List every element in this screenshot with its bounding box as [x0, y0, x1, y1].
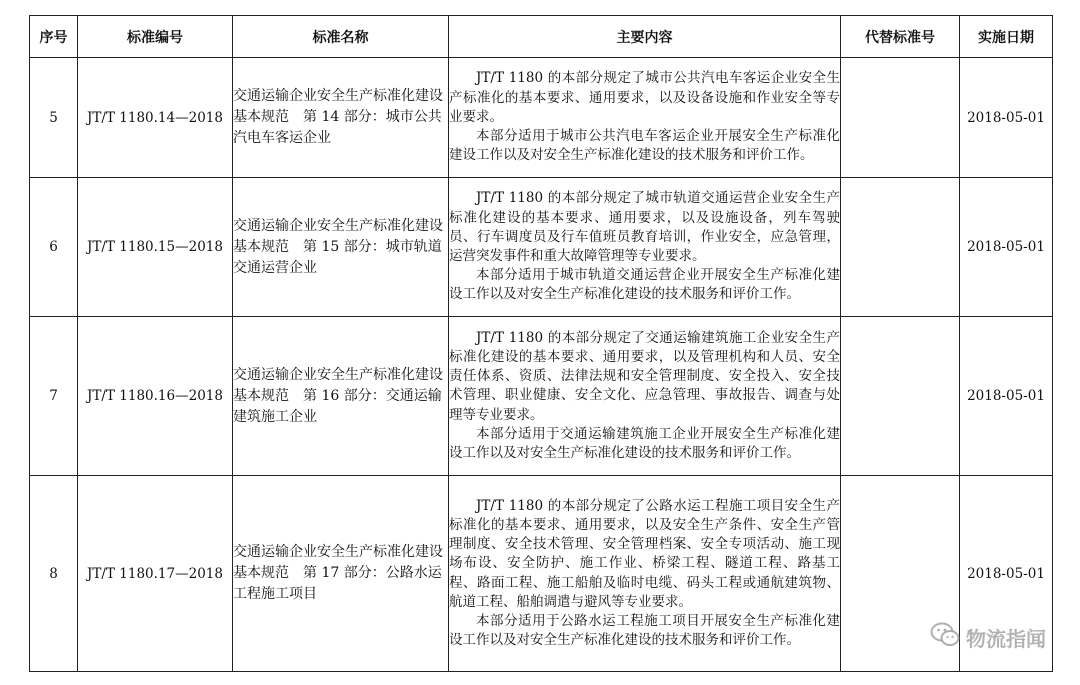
- table-row: [30, 178, 1053, 317]
- header-replaced: 代替标准号: [841, 16, 960, 58]
- row-content: [449, 317, 841, 476]
- row-replaced: [841, 317, 960, 476]
- header-index: 序号: [30, 16, 78, 58]
- row-name: 交通运输企业安全生产标准化建设基本规范 第 17 部分：公路水运工程施工项目: [233, 476, 449, 672]
- standards-table: [29, 15, 1053, 672]
- content-applicability: 本部分适用于公路水运工程施工项目开展安全生产标准化建设工作以及对安全生产标准化建设的技术服务和评价工作。: [449, 612, 840, 649]
- header-content: 主要内容: [449, 16, 841, 58]
- row-name: 交通运输企业安全生产标准化建设基本规范 第 15 部分：城市轨道交通运营企业: [233, 178, 449, 317]
- row-date: 2018-05-01: [960, 317, 1053, 476]
- header-date: 实施日期: [960, 16, 1053, 58]
- row-index: 8: [30, 476, 78, 672]
- content-scope: JT/T 1180 的本部分规定了城市轨道交通运营企业安全生产标准化建设的基本要求、通用要求，以及设施设备，列车驾驶员、行车调度员及行车值班员教育培训，作业安全，应急管理，运营突发事件和重大故障管理等专业要求。: [449, 190, 840, 264]
- row-date: 2018-05-01: [960, 58, 1053, 178]
- content-applicability: 本部分适用于城市公共汽电车客运企业开展安全生产标准化建设工作以及对安全生产标准化建设的技术服务和评价工作。: [449, 128, 840, 164]
- row-name: 交通运输企业安全生产标准化建设基本规范 第 16 部分：交通运输建筑施工企业: [233, 317, 449, 476]
- content-scope: JT/T 1180 的本部分规定了交通运输建筑施工企业安全生产标准化建设的基本要求、通用要求，以及管理机构和人员、安全责任体系、资质、法律法规和安全管理制度、安全投入、安全技术管理、职业健康、安全文化、应急管理、事故报告、调查与处理等专业要求。: [449, 329, 840, 423]
- row-code: JT/T 1180.16—2018: [78, 317, 233, 476]
- row-name: 交通运输企业安全生产标准化建设基本规范 第 14 部分：城市公共汽电车客运企业: [233, 58, 449, 178]
- row-date: 2018-05-01: [960, 178, 1053, 317]
- table-row: [30, 317, 1053, 476]
- row-content: [449, 476, 841, 672]
- table-row: [30, 476, 1053, 672]
- wechat-icon: [930, 622, 960, 653]
- row-code: JT/T 1180.17—2018: [78, 476, 233, 672]
- header-code: 标准编号: [78, 16, 233, 58]
- watermark-text: 物流指闻: [966, 627, 1046, 651]
- header-name: 标准名称: [233, 16, 449, 58]
- watermark: [930, 622, 1046, 653]
- table-row: [30, 58, 1053, 178]
- row-code: JT/T 1180.15—2018: [78, 178, 233, 317]
- row-code: JT/T 1180.14—2018: [78, 58, 233, 178]
- row-replaced: [841, 58, 960, 178]
- row-index: 6: [30, 178, 78, 317]
- row-content: [449, 58, 841, 178]
- row-index: 5: [30, 58, 78, 178]
- row-content: [449, 178, 841, 317]
- row-index: 7: [30, 317, 78, 476]
- content-applicability: 本部分适用于城市轨道交通运营企业开展安全生产标准化建设工作以及对安全生产标准化建设的技术服务和评价工作。: [449, 267, 840, 303]
- table-header-row: [30, 16, 1053, 58]
- content-scope: JT/T 1180 的本部分规定了公路水运工程施工项目安全生产标准化的基本要求、通用要求，以及安全生产条件、安全生产管理制度、安全技术管理、安全管理档案、安全专项活动、施工现场布设、安全防护、施工作业、桥梁工程、隧道工程、路基工程、路面工程、施工船舶及临时电缆、码头工程或通航建筑物、航道工程、船舶调遣与避风等专业要求。: [449, 497, 840, 610]
- content-applicability: 本部分适用于交通运输建筑施工企业开展安全生产标准化建设工作以及对安全生产标准化建设的技术服务和评价工作。: [449, 425, 840, 461]
- content-scope: JT/T 1180 的本部分规定了城市公共汽电车客运企业安全生产标准化的基本要求、通用要求，以及设备设施和作业安全等专业要求。: [449, 70, 840, 125]
- row-replaced: [841, 178, 960, 317]
- row-date: 2018-05-01: [960, 476, 1053, 672]
